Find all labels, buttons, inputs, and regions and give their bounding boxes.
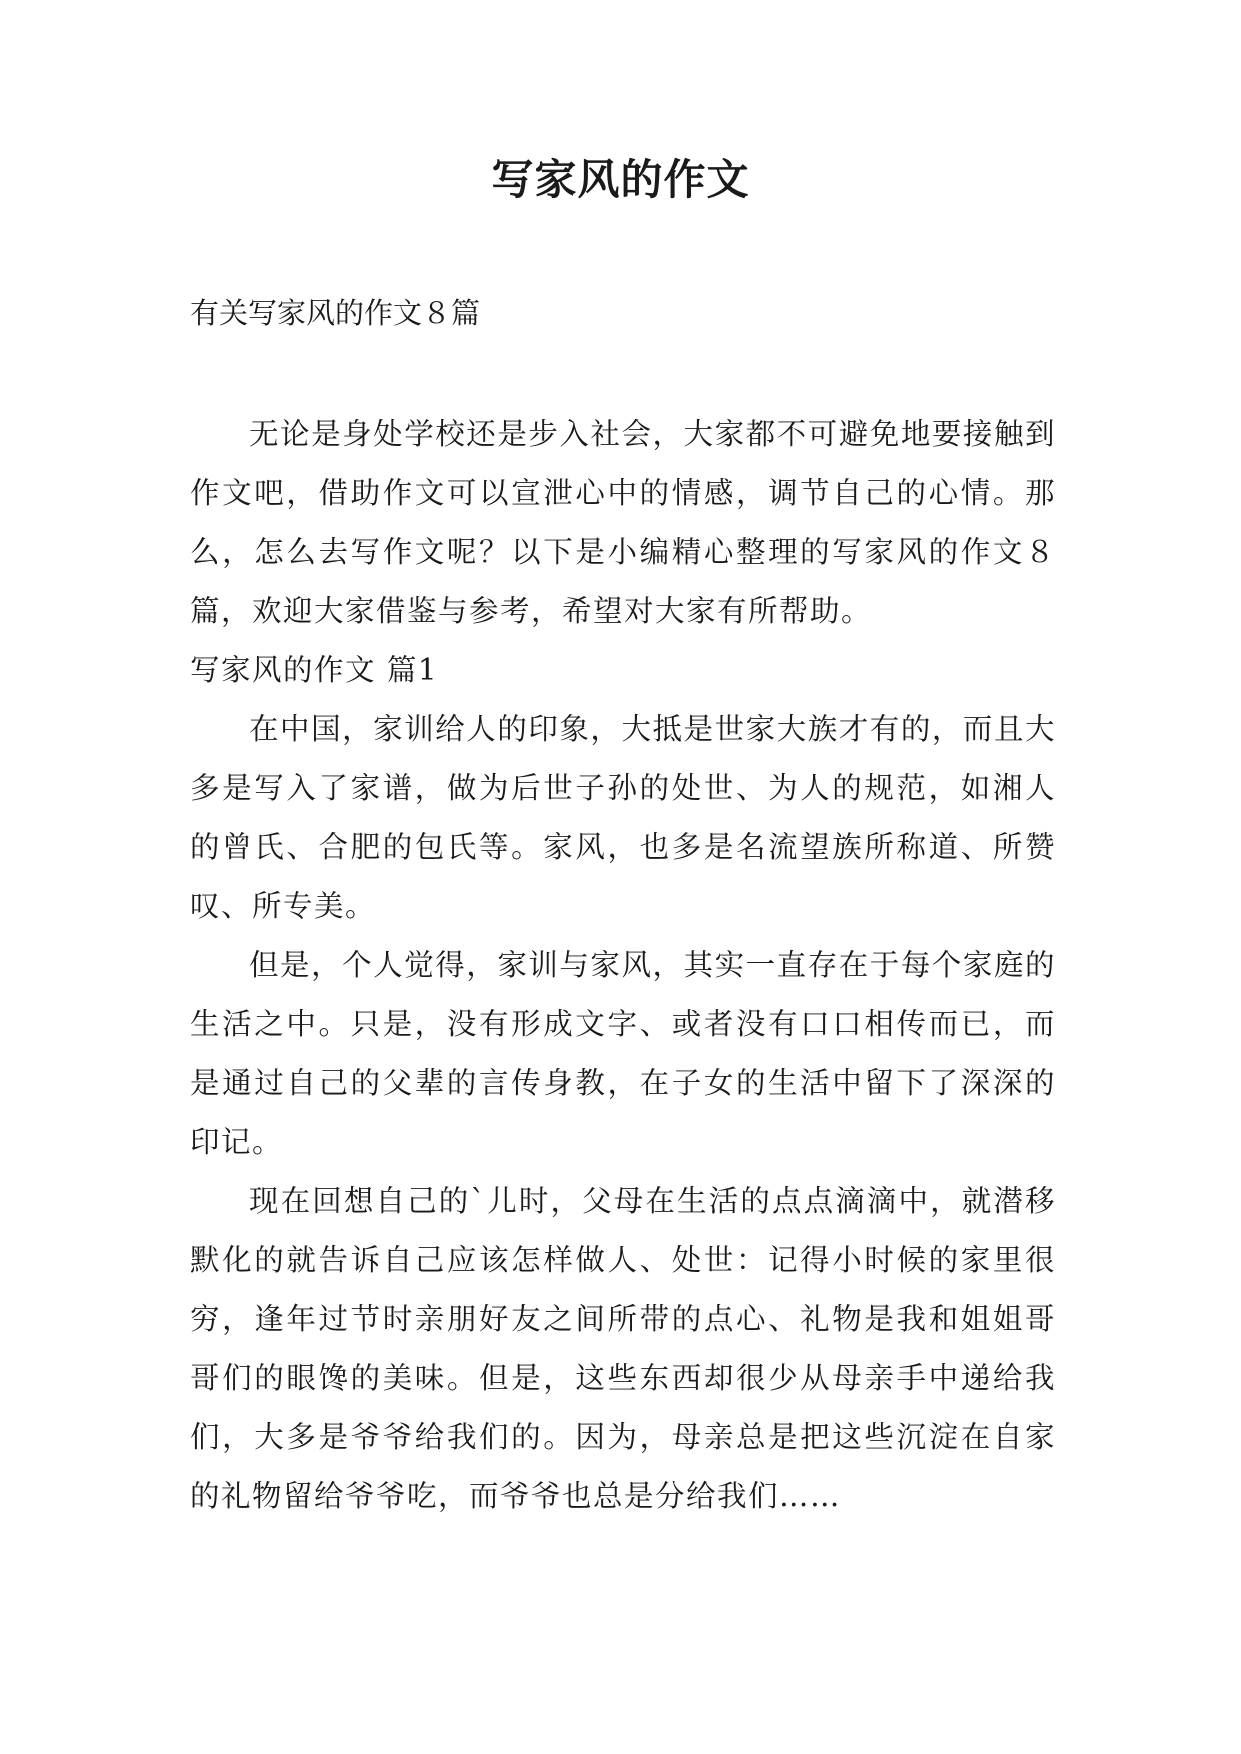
paragraph: 但是，个人觉得，家训与家风，其实一直存在于每个家庭的生活之中。只是，没有形成文字、或者没有口口相传而已，而是通过自己的父辈的言传身教，在子女的生活中留下了深深的印记。 <box>190 948 1056 1159</box>
document-title: 写家风的作文 <box>491 155 750 204</box>
document-subtitle: 有关写家风的作文８篇 <box>190 296 481 330</box>
paragraph: 在中国，家训给人的印象，大抵是世家大族才有的，而且大多是写入了家谱，做为后世子孙的处世、为人的规范，如湘人的曾氏、合肥的包氏等。家风，也多是名流望族所称道、所赞叹、所专美。 <box>190 712 1056 923</box>
document-body <box>190 405 1056 1526</box>
paragraph: 现在回想自己的`儿时，父母在生活的点点滴滴中，就潜移默化的就告诉自己应该怎样做人、处世：记得小时候的家里很穷，逢年过节时亲朋好友之间所带的点心、礼物是我和姐姐哥哥们的眼馋的美味。但是，这些东西却很少从母亲手中递给我们，大多是爷爷给我们的。因为，母亲总是把这些沉淀在自家的礼物留给爷爷吃，而爷爷也总是分给我们…… <box>190 1184 1056 1513</box>
paragraph-intro: 无论是身处学校还是步入社会，大家都不可避免地要接触到作文吧，借助作文可以宣泄心中的情感，调节自己的心情。那么，怎么去写作文呢？以下是小编精心整理的写家风的作文８篇，欢迎大家借鉴与参考，希望对大家有所帮助。 <box>190 417 1056 628</box>
section-heading: 写家风的作文 篇1 <box>190 653 439 687</box>
